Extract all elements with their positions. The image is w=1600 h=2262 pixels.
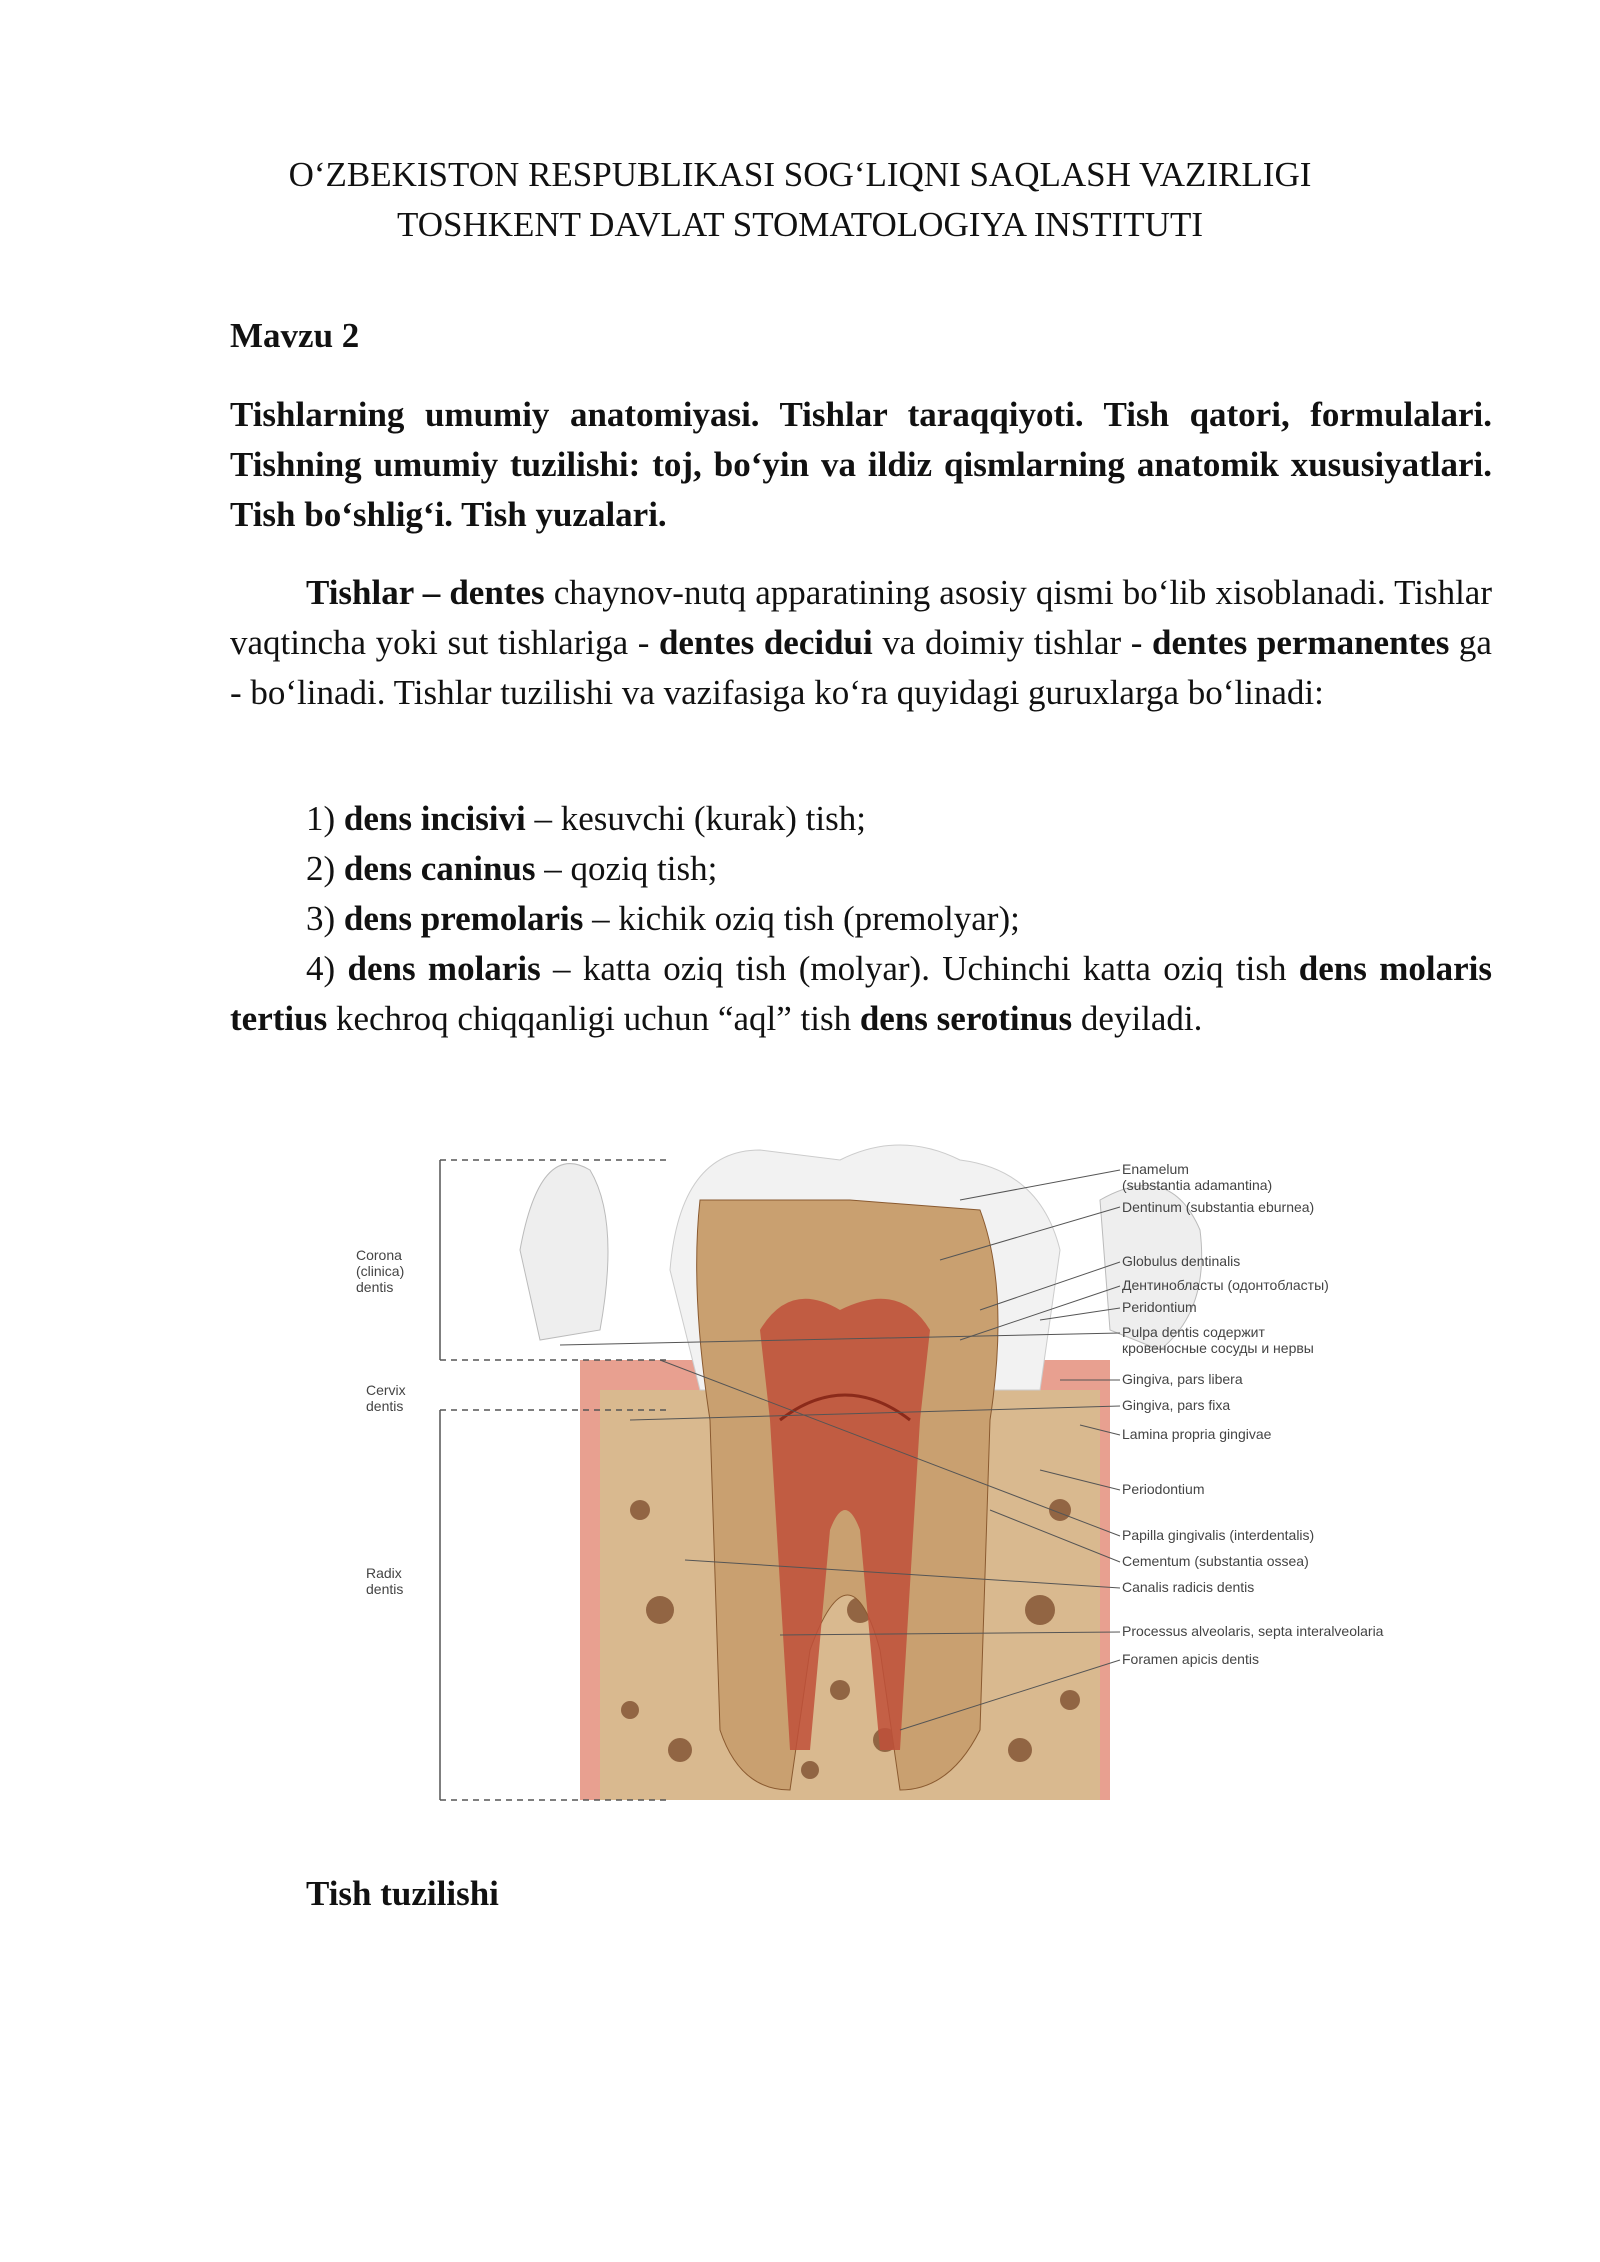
svg-text:Gingiva, pars libera [1122, 1371, 1243, 1387]
intro-paragraph: Tishlar – dentes chaynov-nutq apparatining asosiy qismi bo‘lib xisoblanadi. Tishlar vaqtincha yoki sut tishlariga - dentes decidui va doimiy tishlar - dentes permanentes ga - bo‘linadi. Tishlar tuzilishi va vazifasiga ko‘ra quyidagi guruxlarga bo‘linadi: [230, 573, 1492, 712]
label-dentis-1: dentis [356, 1279, 394, 1295]
svg-text:Gingiva, pars fixa [1122, 1397, 1230, 1413]
label-globulus: Globulus dentinalis [1122, 1253, 1241, 1269]
svg-text:Globulus dentinalis [1122, 1253, 1240, 1269]
label-gingiva-libera: Gingiva, pars libera [1122, 1371, 1243, 1387]
svg-text:dentis [356, 1279, 393, 1295]
document-header [0, 150, 1600, 250]
tooth-groups-list [230, 794, 1492, 1044]
list-item: 4) dens molaris – katta oziq tish (molyar). Uchinchi katta oziq tish dens molaris tertius kechroq chiqqanligi uchun “aql” tish dens serotinus deyiladi. [230, 949, 1492, 1038]
label-periodontium: Periodontium [1122, 1481, 1205, 1497]
svg-text:Processus alveolaris, septa in [1122, 1623, 1384, 1639]
institute-name: TOSHKENT DAVLAT STOMATOLOGIYA INSTITUTI [396, 205, 1203, 244]
list-item: 3) dens premolaris – kichik oziq tish (premolyar); [306, 899, 1020, 938]
svg-text:Enamelum [1122, 1161, 1189, 1177]
svg-text:Canalis radicis dentis [1122, 1579, 1254, 1595]
label-pulpa: Pulpa dentis содержит [1122, 1324, 1265, 1340]
svg-text:Cervix [366, 1382, 406, 1398]
label-gingiva-fixa: Gingiva, pars fixa [1122, 1397, 1231, 1413]
term-dentes-decidui: dentes decidui [658, 623, 873, 662]
svg-text:(clinica) [356, 1263, 404, 1279]
svg-text:Papilla gingivalis (interdenta [1122, 1527, 1314, 1543]
label-clinica: (clinica) [356, 1263, 405, 1279]
svg-text:кровеносные сосуды и нервы [1122, 1340, 1314, 1356]
list-item: 1) dens incisivi – kesuvchi (kurak) tish; [306, 799, 866, 838]
neighbor-tooth-left [520, 1164, 608, 1340]
label-foramen: Foramen apicis dentis [1122, 1651, 1259, 1667]
left-labels [356, 1247, 406, 1597]
svg-text:dentis [366, 1581, 403, 1597]
label-pulpa-vessels: кровеносные сосуды и нервы [1122, 1340, 1314, 1356]
topic-title: Tishlarning umumiy anatomiyasi. Tishlar taraqqiyoti. Tish qatori, formulalari. Tishning umumiy tuzilishi: toj, bo‘yin va ildiz qismlarning anatomik xususiyatlari. Tish bo‘shlig‘i. Tish yuzalari. [230, 395, 1492, 534]
label-corona: Corona [356, 1247, 402, 1263]
svg-text:dentis [366, 1398, 403, 1414]
topic-number: Mavzu 2 [230, 316, 360, 355]
label-processus: Processus alveolaris, septa interalveolaria [1122, 1623, 1384, 1639]
ministry-name: O‘ZBEKISTON RESPUBLIKASI SOG‘LIQNI SAQLASH VAZIRLIGI [288, 155, 1312, 194]
svg-text:Peridontium [1122, 1299, 1197, 1315]
label-papilla: Papilla gingivalis (interdentalis) [1122, 1527, 1315, 1543]
label-cementum: Cementum (substantia ossea) [1122, 1553, 1309, 1569]
svg-text:Corona [356, 1247, 402, 1263]
svg-text:Pulpa dentis содержит [1122, 1324, 1266, 1340]
label-dentis-2: dentis [366, 1398, 404, 1414]
figure-caption: Tish tuzilishi [306, 1874, 499, 1913]
tooth-diagram [340, 1090, 1470, 1830]
list-item: 2) dens caninus – qoziq tish; [306, 849, 718, 888]
label-enamelum: Enamelum [1122, 1161, 1189, 1177]
svg-text:Cementum (substantia ossea) [1122, 1553, 1309, 1569]
label-lamina-propria: Lamina propria gingivae [1122, 1426, 1272, 1442]
term-dentes-permanentes: dentes permanentes [1152, 623, 1450, 662]
tooth-structure-figure [340, 1090, 1470, 1830]
term-dentes: Tishlar – dentes [306, 573, 545, 612]
label-peridontium: Peridontium [1122, 1299, 1197, 1315]
svg-text:Dentinum (substantia eburnea) [1122, 1199, 1314, 1215]
label-radix: Radix [366, 1565, 402, 1581]
label-dentinum: Dentinum (substantia eburnea) [1122, 1199, 1315, 1215]
svg-text:Periodontium [1122, 1481, 1205, 1497]
label-cervix: Cervix [366, 1382, 406, 1398]
label-dentis-3: dentis [366, 1581, 404, 1597]
svg-text:Foramen apicis dentis [1122, 1651, 1259, 1667]
svg-text:Lamina propria gingivae [1122, 1426, 1272, 1442]
label-odontoblasts: Дентинобласты (одонтобласты) [1122, 1277, 1329, 1293]
svg-text:Дентинобласты (одонтобласты) [1122, 1277, 1329, 1293]
svg-text:(substantia adamantina) [1122, 1177, 1272, 1193]
label-canalis: Canalis radicis dentis [1122, 1579, 1255, 1595]
svg-text:Radix [366, 1565, 402, 1581]
label-substantia-adamantina: (substantia adamantina) [1122, 1177, 1273, 1193]
